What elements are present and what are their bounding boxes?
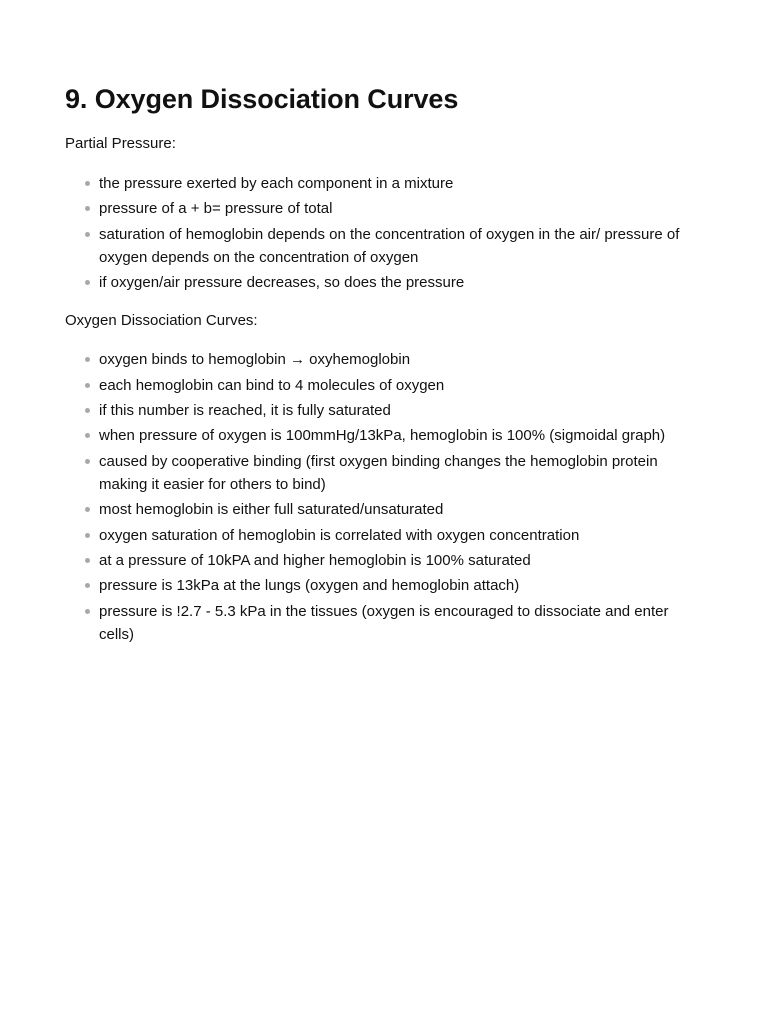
list-item-text: pressure of a + b= pressure of total: [99, 200, 333, 218]
bullet-dot-icon: [85, 280, 90, 285]
bullet-dot-icon: [85, 558, 90, 563]
bullet-dot-icon: [85, 609, 90, 614]
bullet-dot-icon: [85, 383, 90, 388]
list-item: [65, 600, 698, 646]
list-item: [65, 524, 698, 547]
list-item: [65, 574, 698, 597]
list-item: [65, 399, 698, 422]
bullet-dot-icon: [85, 459, 90, 464]
bullet-list-partial-pressure: [65, 172, 698, 294]
list-item: [65, 271, 698, 294]
bullet-dot-icon: [85, 533, 90, 538]
list-item-text: each hemoglobin can bind to 4 molecules of oxygen: [99, 376, 445, 394]
list-item-text: oxygen binds to hemoglobin → oxyhemoglobin: [99, 351, 411, 369]
bullet-dot-icon: [85, 507, 90, 512]
list-item: [65, 498, 698, 521]
list-item: [65, 348, 698, 371]
list-item-text: if this number is reached, it is fully saturated: [99, 401, 391, 419]
bullet-dot-icon: [85, 408, 90, 413]
list-item-text: when pressure of oxygen is 100mmHg/13kPa, hemoglobin is 100% (sigmoidal graph): [99, 427, 666, 445]
bullet-dot-icon: [85, 357, 90, 362]
bullet-dot-icon: [85, 433, 90, 438]
list-item: [65, 424, 698, 447]
list-item-text: pressure is !2.7 - 5.3 kPa in the tissues (oxygen is encouraged to dissociate and enter cells): [99, 602, 669, 643]
list-item-text: at a pressure of 10kPA and higher hemoglobin is 100% saturated: [99, 551, 531, 569]
list-item: [65, 197, 698, 220]
list-item-text: if oxygen/air pressure decreases, so does the pressure: [99, 274, 465, 292]
list-item-text: pressure is 13kPa at the lungs (oxygen and hemoglobin attach): [99, 577, 520, 595]
list-item: [65, 450, 698, 496]
list-item: [65, 172, 698, 195]
list-item-text: saturation of hemoglobin depends on the concentration of oxygen in the air/ pressure of oxygen depends on the concentration of oxygen: [99, 225, 680, 266]
list-item-text: the pressure exerted by each component in a mixture: [99, 175, 454, 192]
list-item: [65, 223, 698, 269]
section-label-partial-pressure: Partial Pressure:: [65, 135, 176, 152]
list-item-text: caused by cooperative binding (first oxygen binding changes the hemoglobin protein making it easier for others to bind): [99, 452, 658, 493]
bullet-dot-icon: [85, 181, 90, 186]
bullet-dot-icon: [85, 583, 90, 588]
list-item: [65, 374, 698, 397]
bullet-list-oxygen-dissociation-curves: [65, 348, 698, 646]
bullet-dot-icon: [85, 232, 90, 237]
section-label-oxygen-dissociation-curves: Oxygen Dissociation Curves:: [65, 312, 258, 330]
list-item: [65, 549, 698, 572]
bullet-dot-icon: [85, 206, 90, 211]
list-item-text: most hemoglobin is either full saturated/unsaturated: [99, 501, 444, 519]
page-title: 9. Oxygen Dissociation Curves: [65, 84, 459, 114]
list-item-text: oxygen saturation of hemoglobin is correlated with oxygen concentration: [99, 526, 580, 544]
